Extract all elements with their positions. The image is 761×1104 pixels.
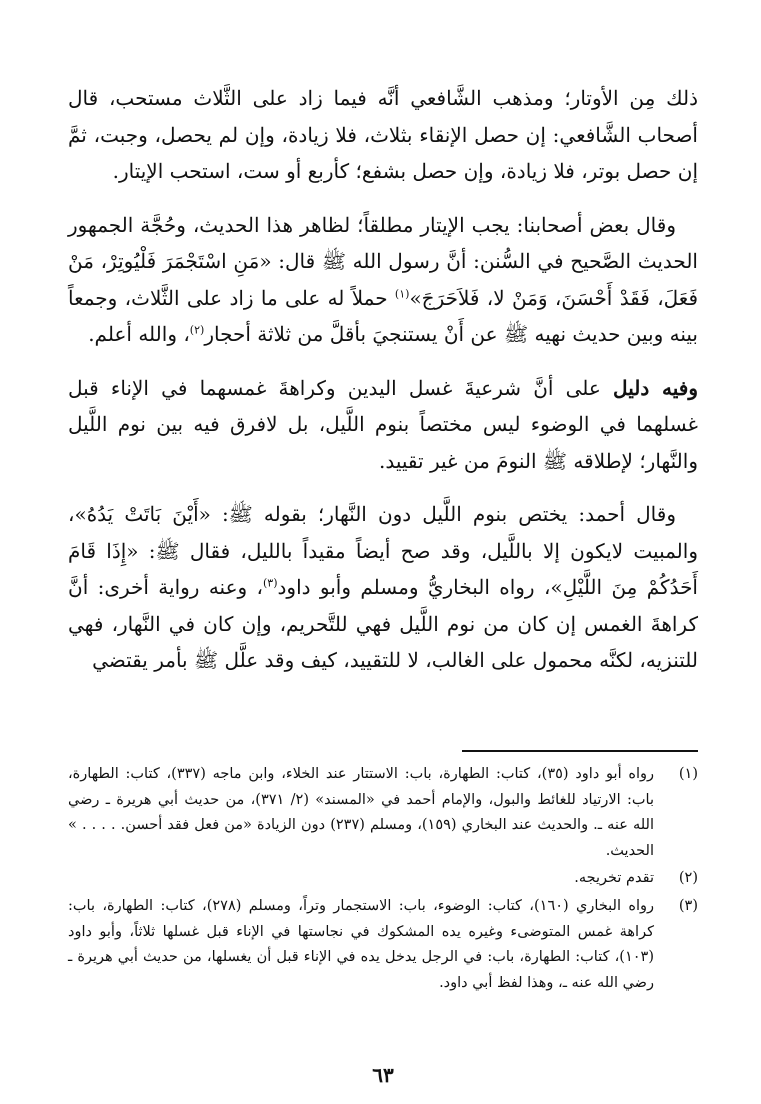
footnotes-section [68, 762, 698, 998]
footnote-item [68, 762, 698, 864]
footnote-text: رواه أبو داود (٣٥)، كتاب: الطهارة، باب: الاستتار عند الخلاء، وابن ماجه (٣٣٧)، كتاب: الطهارة، باب: الارتياد للغائط والبول، والإمام أحمد في «المسند» (٢/ ٣٧١)، من حديث أبي هريرة ـ رضي الله عنه ـ. والحديث عند البخاري (١٥٩)، ومسلم (٢٣٧) دون الزيادة «من فعل فقد أحسن. . . . . » الحديث. [68, 766, 654, 859]
footnote-reference-1[interactable]: (١) [394, 286, 410, 300]
paragraph-text: وقال أحمد: يختص بنوم اللَّيل دون النَّهار؛ بقوله ﷺ: «أَيْنَ بَاتَتْ يَدُهُ»، والمبيت لايكون إلا باللَّيل، وقد صح أيضاً مقيداً بالليل، فقال ﷺ: «إِذَا قَامَ أَحَدُكُمْ مِنَ اللَّيْلِ»، رواه البخاريُّ ومسلم وأبو داود [68, 502, 698, 599]
paragraph-text: على أنَّ شرعيةَ غسل اليدين وكراهةَ غمسهما في الإناء قبل غسلهما في الوضوء ليس مختصاً بنوم اللَّيل، بل لافرق فيه بين نوم اللَّيل والنَّهار؛ لإطلاقه ﷺ النومَ من غير تقييد. [68, 375, 698, 473]
paragraph-text: ذلك مِن الأوتار؛ ومذهب الشَّافعي أنَّه فيما زاد على الثَّلاث مستحب، قال أصحاب الشَّافعي: إن حصل الإنقاء بثلاث، فلا زيادة، وإن لم يحصل، وجبت، ثمَّ إن حصل بوتر، فلا زيادة، وإن حصل بشفع؛ كأربع أو ست، استحب الإيتار. [68, 86, 698, 183]
footnote-item [68, 866, 698, 892]
footnote-item [68, 894, 698, 996]
body-paragraph-3 [68, 370, 698, 480]
paragraph-text: ، وعنه رواية أخرى: أنَّ كراهةَ الغمس إن كان من نوم اللَّيل فهي للتَّحريم، وإن كان في النَّهار، فهي للتنزيه، لكنَّه محمول على الغالب، لا للتقييد، كيف وقد علَّل ﷺ بأمر يقتضي [68, 575, 698, 672]
page-number: ٦٣ [372, 1063, 394, 1087]
footnote-reference-2[interactable]: (٢) [189, 323, 205, 337]
book-page [68, 80, 698, 1090]
body-paragraph-2 [68, 207, 698, 353]
paragraph-text: حملاً له على ما زاد على الثَّلاث، وجمعاً بينه وبين حديث نهيه ﷺ عن أَنْ يستنجيَ بأقلَّ من ثلاثة أحجار [68, 285, 698, 346]
footnote-separator-rule [462, 750, 698, 752]
footnote-number: (١) [678, 766, 698, 782]
footnote-number: (٣) [678, 897, 698, 914]
body-paragraph-4 [68, 496, 698, 679]
footnote-text: تقدم تخريجه. [574, 870, 654, 887]
bold-lead-phrase: وفيه دليل [613, 375, 698, 400]
paragraph-text: وقال بعض أصحابنا: يجب الإيتار مطلقاً؛ لظاهر هذا الحديث، وحُجَّة الجمهور الحديث الصَّحيح في السُّنن: أنَّ رسول الله ﷺ قال: «مَنِ اسْتَجْمَرَ فَلْيُوتِرْ، مَنْ فَعَلَ، فَقَدْ أَحْسَنَ، وَمَنْ لا، فَلاَحَرَجَ» [68, 212, 699, 310]
footnote-reference-3[interactable]: (٣) [263, 576, 278, 590]
footnote-number: (٢) [678, 870, 698, 887]
footnote-text: رواه البخاري (١٦٠)، كتاب: الوضوء، باب: الاستجمار وتراً، ومسلم (٢٧٨)، كتاب: الطهارة، باب: كراهة غمس المتوضىء وغيره يده المشكوك في نجاستها في الإناء قبل غسلها ثلاثاً، وأبو داود (١٠٣)، كتاب: الطهارة، باب: في الرجل يدخل يده في الإناء قبل أن يغسلها، من حديث أبي هريرة ـ رضي الله عنه ـ، وهذا لفظ أبي داود. [68, 897, 654, 991]
paragraph-text: ، والله أعلم. [88, 322, 190, 346]
body-paragraph-1 [68, 80, 698, 190]
